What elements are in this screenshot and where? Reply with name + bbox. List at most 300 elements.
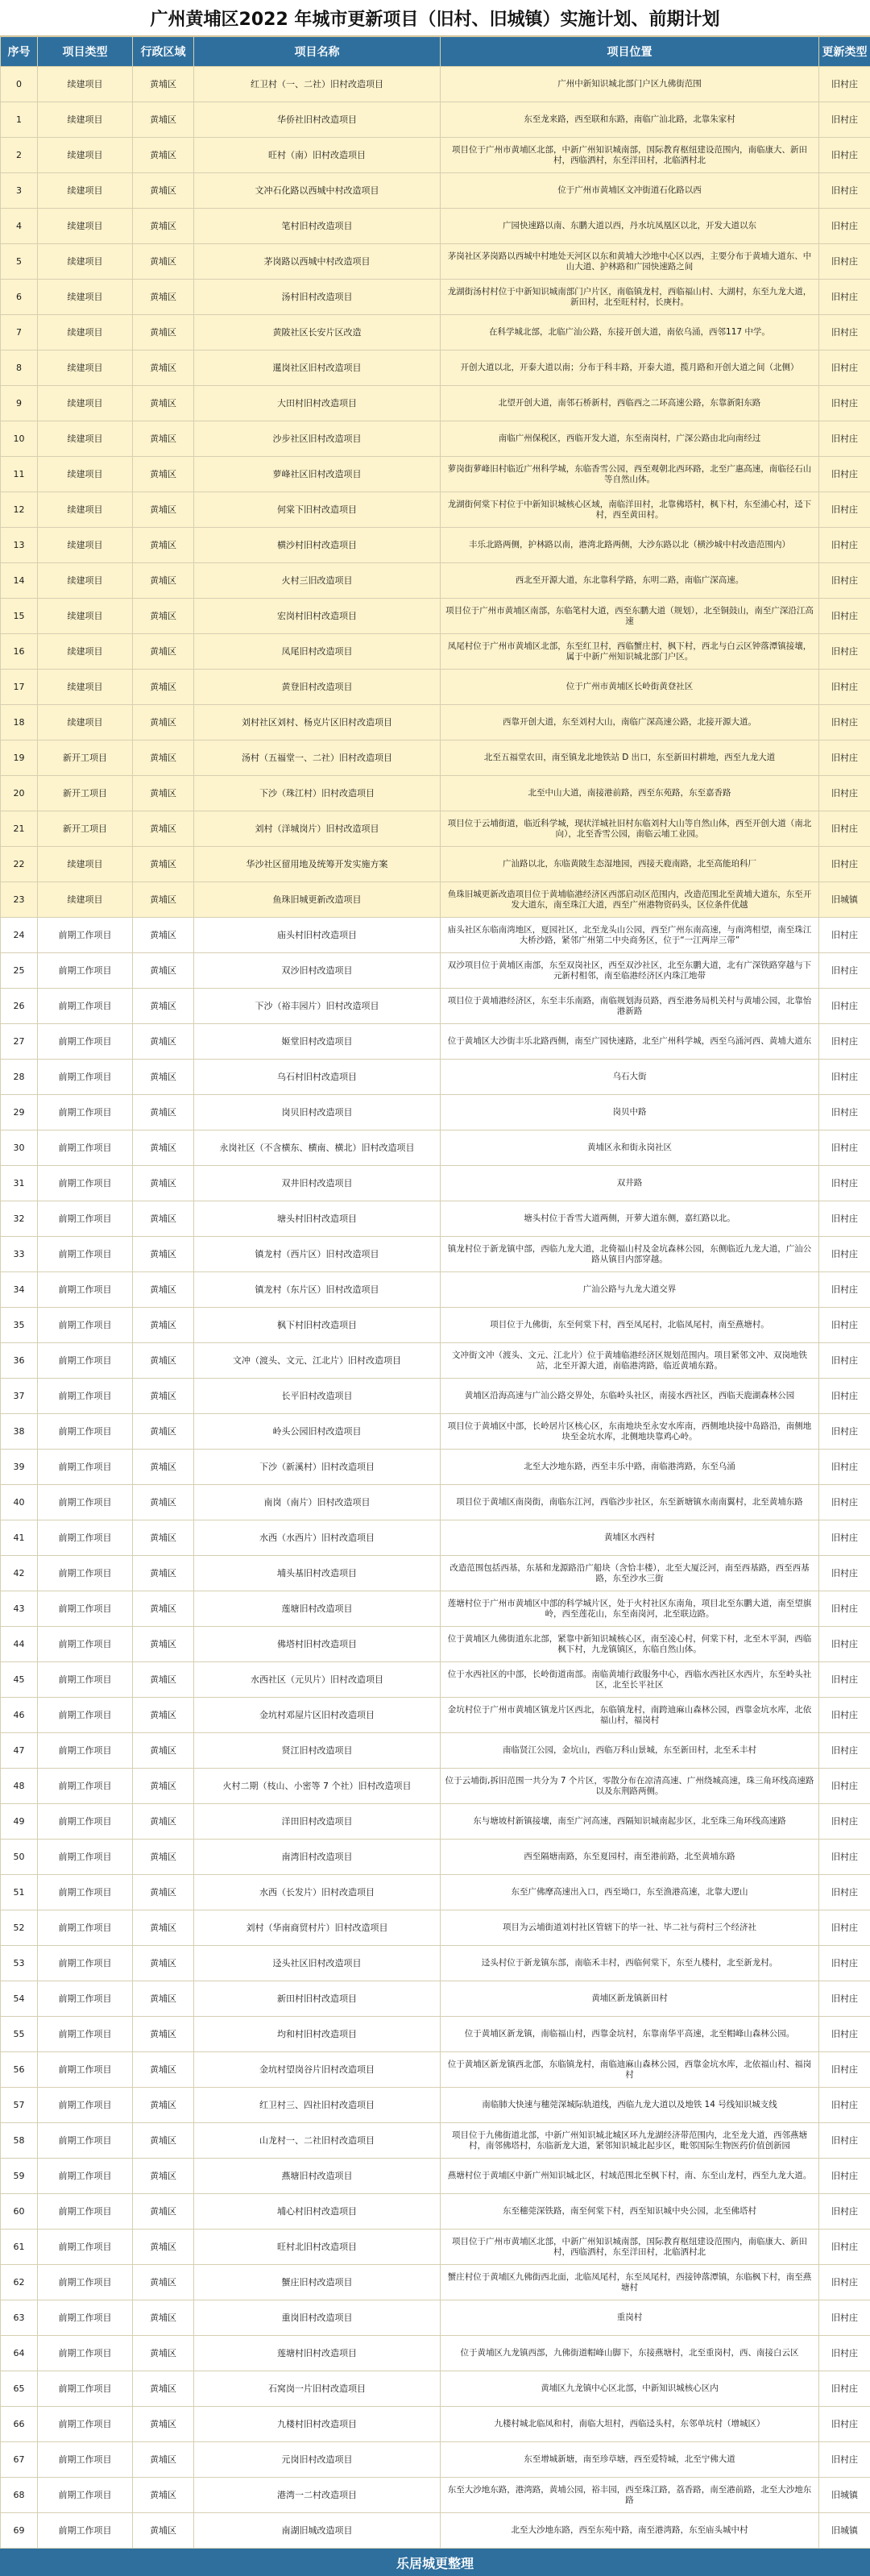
cell-location: 项目位于九佛街，东至何棠下村，西至凤尾村，北临凤尾村，南至燕塘村。 [441, 1308, 819, 1343]
cell-district: 黄埔区 [133, 244, 194, 280]
table-body [1, 67, 870, 2549]
cell-type: 前期工作项目 [38, 1520, 133, 1556]
cell-no: 25 [1, 953, 38, 989]
cell-location: 重岗村 [441, 2300, 819, 2336]
cell-category: 旧村庄 [819, 351, 870, 386]
cell-district: 黄埔区 [133, 740, 194, 776]
cell-type: 前期工作项目 [38, 1024, 133, 1060]
cell-type: 新开工项目 [38, 811, 133, 847]
cell-no: 30 [1, 1130, 38, 1166]
cell-no: 50 [1, 1840, 38, 1875]
cell-type: 前期工作项目 [38, 1237, 133, 1272]
cell-type: 前期工作项目 [38, 1095, 133, 1130]
cell-type: 前期工作项目 [38, 1272, 133, 1308]
cell-type: 前期工作项目 [38, 2017, 133, 2052]
table-row [1, 1875, 870, 1910]
cell-type: 续建项目 [38, 315, 133, 351]
cell-location: 岗贝中路 [441, 1095, 819, 1130]
cell-district: 黄埔区 [133, 1450, 194, 1485]
cell-no: 48 [1, 1769, 38, 1804]
cell-name: 汤村旧村改造项目 [194, 280, 441, 315]
cell-location: 茅岗社区茅岗路以西城中村地处天河区以东和黄埔大沙地中心区以西，主要分布于黄埔大道东、中山大道、护林路和广园快速路之间 [441, 244, 819, 280]
cell-location: 南临贤江公园，金坑山，西临万科山景城，东至新田村，北至禾丰村 [441, 1733, 819, 1769]
cell-location: 广汕路以北，东临黄陂生态湿地园，西接天鹿南路，北至高能珀科厂 [441, 847, 819, 882]
table-row [1, 351, 870, 386]
cell-category: 旧村庄 [819, 599, 870, 634]
cell-location: 项目位于广州市黄埔区北部，中新广州知识城南部，国际教育枢纽建设范围内，南临康大、新田村，西临洒村，东至洋田村，北临洒村北 [441, 138, 819, 173]
table-row [1, 492, 870, 528]
table-row [1, 811, 870, 847]
cell-location: 位于广州市黄埔区长岭街黄登社区 [441, 670, 819, 705]
cell-district: 黄埔区 [133, 2052, 194, 2088]
cell-location: 西靠开创大道，东至刘村大山，南临广深高速公路，北接开源大道。 [441, 705, 819, 740]
table-row [1, 1272, 870, 1308]
document-title: 广州黄埔区2022 年城市更新项目（旧村、旧城镇）实施计划、前期计划 [0, 0, 870, 36]
cell-type: 前期工作项目 [38, 1840, 133, 1875]
cell-district: 黄埔区 [133, 1024, 194, 1060]
cell-category: 旧村庄 [819, 2159, 870, 2194]
cell-name: 何棠下旧村改造项目 [194, 492, 441, 528]
cell-location: 广州中新知识城北部门户区九佛街范围 [441, 67, 819, 102]
cell-district: 黄埔区 [133, 1166, 194, 1201]
table-row [1, 386, 870, 421]
cell-no: 18 [1, 705, 38, 740]
table-row [1, 67, 870, 102]
cell-name: 红卫村（一、二社）旧村改造项目 [194, 67, 441, 102]
cell-district: 黄埔区 [133, 1946, 194, 1981]
cell-location: 项目位于黄埔区南岗街，南临东江河，西临沙步社区，东至新塘镇水南南翼村，北至黄埔东路 [441, 1485, 819, 1520]
cell-type: 前期工作项目 [38, 1769, 133, 1804]
cell-district: 黄埔区 [133, 2478, 194, 2513]
cell-type: 前期工作项目 [38, 1733, 133, 1769]
cell-name: 长平旧村改造项目 [194, 1379, 441, 1414]
cell-category: 旧村庄 [819, 2052, 870, 2088]
cell-type: 前期工作项目 [38, 1946, 133, 1981]
cell-name: 埔头基旧村改造项目 [194, 1556, 441, 1591]
cell-no: 44 [1, 1627, 38, 1662]
cell-category: 旧村庄 [819, 1272, 870, 1308]
cell-category: 旧村庄 [819, 1556, 870, 1591]
cell-location: 位于黄埔区新龙镇，南临福山村，西靠金坑村，东靠南华平高速，北至帽峰山森林公园。 [441, 2017, 819, 2052]
cell-location: 金坑村位于广州市黄埔区镇龙片区西北，东临镇龙村，南跨迪麻山森林公园，西靠金坑水库，北依福山村，福岗村 [441, 1698, 819, 1733]
table-row [1, 2336, 870, 2371]
table-row [1, 670, 870, 705]
cell-name: 镇龙村（西片区）旧村改造项目 [194, 1237, 441, 1272]
cell-category: 旧村庄 [819, 2123, 870, 2159]
cell-name: 岗贝旧村改造项目 [194, 1095, 441, 1130]
cell-location: 位于黄埔区九龙镇西部，九佛街道帽峰山脚下，东接燕塘村，北至重岗村，西、南接白云区 [441, 2336, 819, 2371]
cell-district: 黄埔区 [133, 2371, 194, 2407]
cell-location: 文冲街文冲（渡头、文元、江北片）位于黄埔临港经济区规划范围内。项目紧邻文冲、双岗地铁站，北至开源大道，南临港湾路，临近黄埔东路。 [441, 1343, 819, 1379]
cell-no: 65 [1, 2371, 38, 2407]
cell-category: 旧村庄 [819, 386, 870, 421]
cell-type: 续建项目 [38, 386, 133, 421]
cell-type: 新开工项目 [38, 776, 133, 811]
cell-location: 在科学城北部，北临广汕公路，东接开创大道，南依乌涌，西邻117 中学。 [441, 315, 819, 351]
cell-name: 文冲（渡头、文元、江北片）旧村改造项目 [194, 1343, 441, 1379]
cell-no: 0 [1, 67, 38, 102]
cell-category: 旧村庄 [819, 1095, 870, 1130]
cell-name: 下沙（裕丰园片）旧村改造项目 [194, 989, 441, 1024]
cell-location: 广园快速路以南、东鹏大道以西，丹水坑凤凰区以北，开发大道以东 [441, 209, 819, 244]
header-no: 序号 [1, 37, 38, 67]
cell-name: 港湾一二村改造项目 [194, 2478, 441, 2513]
cell-name: 九楼村旧村改造项目 [194, 2407, 441, 2442]
cell-district: 黄埔区 [133, 1343, 194, 1379]
table-row [1, 705, 870, 740]
cell-category: 旧村庄 [819, 705, 870, 740]
table-row [1, 2265, 870, 2300]
cell-category: 旧村庄 [819, 1414, 870, 1450]
cell-location: 龙湖街汤村村位于中新知识城南部门户片区，南临镇龙村，西临福山村、大湖村，东至九龙大道，新田村，北至旺村村，长庚村。 [441, 280, 819, 315]
table-row [1, 1343, 870, 1379]
cell-no: 13 [1, 528, 38, 563]
cell-district: 黄埔区 [133, 2513, 194, 2549]
cell-category: 旧村庄 [819, 740, 870, 776]
cell-location: 北望开创大道，南邻石桥新村，西临西之二环高速公路，东靠新阳东路 [441, 386, 819, 421]
cell-location: 位于黄埔区九佛街道东北部，紧靠中新知识城核心区，南至凌心村，何棠下村，北至木平洞，西临枫下村，九龙镇镇区，东临自然山体。 [441, 1627, 819, 1662]
cell-type: 前期工作项目 [38, 1591, 133, 1627]
cell-location: 广汕公路与九龙大道交界 [441, 1272, 819, 1308]
cell-location: 改造范围包括西基，东基和龙源路沿广船块（含恰丰楼），北至大厦泛河，南至西基路，西至西基路，东至沙水三街 [441, 1556, 819, 1591]
cell-location: 北至大沙地东路，西至丰乐中路，南临港湾路，东至乌涌 [441, 1450, 819, 1485]
cell-category: 旧村庄 [819, 953, 870, 989]
cell-type: 前期工作项目 [38, 2371, 133, 2407]
cell-no: 28 [1, 1060, 38, 1095]
cell-name: 永岗社区（不含横东、横南、横北）旧村改造项目 [194, 1130, 441, 1166]
cell-name: 火村二期（枝山、小密等 7 个社）旧村改造项目 [194, 1769, 441, 1804]
cell-type: 前期工作项目 [38, 2194, 133, 2230]
cell-no: 34 [1, 1272, 38, 1308]
cell-type: 前期工作项目 [38, 2513, 133, 2549]
cell-district: 黄埔区 [133, 2017, 194, 2052]
cell-location: 东至增城新塘，南至珍草塘，西至爱特城，北至宁佛大道 [441, 2442, 819, 2478]
table-row [1, 1910, 870, 1946]
table-row [1, 2159, 870, 2194]
table-row [1, 989, 870, 1024]
table-row [1, 1804, 870, 1840]
cell-no: 31 [1, 1166, 38, 1201]
table-row [1, 315, 870, 351]
cell-category: 旧村庄 [819, 1450, 870, 1485]
cell-no: 58 [1, 2123, 38, 2159]
cell-location: 开创大道以北，开泰大道以南；分布于科丰路，开泰大道，揽月路和开创大道之间（北侧） [441, 351, 819, 386]
cell-type: 前期工作项目 [38, 2230, 133, 2265]
cell-district: 黄埔区 [133, 351, 194, 386]
cell-name: 燕塘旧村改造项目 [194, 2159, 441, 2194]
cell-district: 黄埔区 [133, 315, 194, 351]
cell-no: 52 [1, 1910, 38, 1946]
cell-type: 前期工作项目 [38, 1060, 133, 1095]
cell-location: 九楼村城北临凤和村，南临大坦村，西临迳头村，东邻单坑村（增城区） [441, 2407, 819, 2442]
table-row [1, 173, 870, 209]
cell-location: 东与塘坡村新镇接壤，南至广河高速，西隔知识城南起步区，北至珠三角环线高速路 [441, 1804, 819, 1840]
cell-no: 57 [1, 2088, 38, 2123]
cell-location: 项目位于广州市黄埔区南部，东临笔村大道，西至东鹏大道（规划），北至铜鼓山，南至广深沿江高速 [441, 599, 819, 634]
cell-district: 黄埔区 [133, 1379, 194, 1414]
cell-no: 41 [1, 1520, 38, 1556]
cell-category: 旧村庄 [819, 2017, 870, 2052]
cell-no: 33 [1, 1237, 38, 1272]
cell-name: 大田村旧村改造项目 [194, 386, 441, 421]
cell-no: 47 [1, 1733, 38, 1769]
cell-name: 文冲石化路以西城中村改造项目 [194, 173, 441, 209]
cell-district: 黄埔区 [133, 811, 194, 847]
cell-district: 黄埔区 [133, 1981, 194, 2017]
cell-category: 旧村庄 [819, 1627, 870, 1662]
cell-district: 黄埔区 [133, 2088, 194, 2123]
table-row [1, 2123, 870, 2159]
cell-location: 乌石大街 [441, 1060, 819, 1095]
table-row [1, 1733, 870, 1769]
cell-name: 刘村社区刘村、杨克片区旧村改造项目 [194, 705, 441, 740]
cell-location: 东至穗莞深铁路，南至何棠下村，西至知识城中央公园，北至佛塔村 [441, 2194, 819, 2230]
table-row [1, 1591, 870, 1627]
cell-no: 68 [1, 2478, 38, 2513]
cell-district: 黄埔区 [133, 528, 194, 563]
table-row [1, 1237, 870, 1272]
cell-category: 旧村庄 [819, 209, 870, 244]
cell-no: 19 [1, 740, 38, 776]
cell-name: 茅岗路以西城中村改造项目 [194, 244, 441, 280]
cell-category: 旧村庄 [819, 67, 870, 102]
cell-location: 黄埔区九龙镇中心区北部，中新知识城核心区内 [441, 2371, 819, 2407]
cell-category: 旧村庄 [819, 918, 870, 953]
cell-district: 黄埔区 [133, 634, 194, 670]
cell-name: 南岗（南片）旧村改造项目 [194, 1485, 441, 1520]
cell-name: 黄陂社区长安片区改造 [194, 315, 441, 351]
header-type: 项目类型 [38, 37, 133, 67]
cell-name: 乌石村旧村改造项目 [194, 1060, 441, 1095]
table-row [1, 634, 870, 670]
cell-type: 前期工作项目 [38, 2088, 133, 2123]
cell-district: 黄埔区 [133, 1485, 194, 1520]
cell-name: 红卫村三、四社旧村改造项目 [194, 2088, 441, 2123]
table-row [1, 1840, 870, 1875]
cell-category: 旧村庄 [819, 2407, 870, 2442]
table-row [1, 1024, 870, 1060]
cell-name: 凤尾旧村改造项目 [194, 634, 441, 670]
cell-type: 续建项目 [38, 563, 133, 599]
header-location: 项目位置 [441, 37, 819, 67]
cell-type: 续建项目 [38, 351, 133, 386]
cell-name: 火村三旧改造项目 [194, 563, 441, 599]
cell-category: 旧村庄 [819, 528, 870, 563]
cell-no: 49 [1, 1804, 38, 1840]
cell-district: 黄埔区 [133, 173, 194, 209]
cell-no: 36 [1, 1343, 38, 1379]
cell-category: 旧村庄 [819, 1769, 870, 1804]
cell-name: 镇龙村（东片区）旧村改造项目 [194, 1272, 441, 1308]
cell-type: 续建项目 [38, 457, 133, 492]
cell-name: 贤江旧村改造项目 [194, 1733, 441, 1769]
cell-district: 黄埔区 [133, 1804, 194, 1840]
cell-category: 旧村庄 [819, 1060, 870, 1095]
cell-name: 旺村北旧村改造项目 [194, 2230, 441, 2265]
cell-type: 续建项目 [38, 634, 133, 670]
cell-name: 重岗旧村改造项目 [194, 2300, 441, 2336]
cell-location: 北至大沙地东路，西至东苑中路，南至港湾路，东至庙头城中村 [441, 2513, 819, 2549]
table-row [1, 280, 870, 315]
cell-district: 黄埔区 [133, 209, 194, 244]
cell-category: 旧村庄 [819, 1946, 870, 1981]
cell-category: 旧村庄 [819, 1662, 870, 1698]
cell-district: 黄埔区 [133, 2442, 194, 2478]
cell-name: 水西社区（元贝片）旧村改造项目 [194, 1662, 441, 1698]
cell-no: 55 [1, 2017, 38, 2052]
cell-no: 53 [1, 1946, 38, 1981]
cell-name: 笔村旧村改造项目 [194, 209, 441, 244]
cell-district: 黄埔区 [133, 2159, 194, 2194]
cell-no: 62 [1, 2265, 38, 2300]
cell-no: 61 [1, 2230, 38, 2265]
cell-type: 续建项目 [38, 528, 133, 563]
cell-location: 丰乐北路两侧，护林路以南，港湾北路两侧，大沙东路以北（横沙城中村改造范围内） [441, 528, 819, 563]
table-row [1, 740, 870, 776]
cell-no: 5 [1, 244, 38, 280]
cell-location: 项目为云埔街道刘村社区管辖下的毕一社、毕二社与荷村三个经济社 [441, 1910, 819, 1946]
cell-district: 黄埔区 [133, 1698, 194, 1733]
cell-category: 旧村庄 [819, 1166, 870, 1201]
cell-district: 黄埔区 [133, 1237, 194, 1272]
cell-district: 黄埔区 [133, 1130, 194, 1166]
cell-category: 旧村庄 [819, 563, 870, 599]
cell-no: 8 [1, 351, 38, 386]
cell-type: 前期工作项目 [38, 1556, 133, 1591]
table-row [1, 2478, 870, 2513]
cell-location: 双井路 [441, 1166, 819, 1201]
table-row [1, 2194, 870, 2230]
cell-no: 66 [1, 2407, 38, 2442]
cell-type: 续建项目 [38, 173, 133, 209]
cell-no: 51 [1, 1875, 38, 1910]
table-row [1, 2088, 870, 2123]
cell-no: 7 [1, 315, 38, 351]
cell-location: 东至广佛摩高速出入口，西至坳口，东至渔港高速，北靠大逻山 [441, 1875, 819, 1910]
cell-location: 项目位于黄埔区中部，长岭居片区核心区，东南地块至永安水库南，西侧地块接中岛路沿，南侧地块至金坑水库，北侧地块靠鸡心岭。 [441, 1414, 819, 1450]
cell-location: 项目位于九佛街道北部，中新广州知识城北城区环九龙湖经济带范围内，北至龙大道，西邻燕塘村，南邻佛塔村，东临新龙大道，紧邻知识城北起步区，毗邻国际生物医药价值创新园 [441, 2123, 819, 2159]
cell-category: 旧村庄 [819, 102, 870, 138]
cell-name: 横沙村旧村改造项目 [194, 528, 441, 563]
cell-location: 东至龙来路，西至联和东路，南临广汕北路，北靠朱家村 [441, 102, 819, 138]
table-row [1, 1769, 870, 1804]
table-row [1, 421, 870, 457]
cell-name: 萝峰社区旧村改造项目 [194, 457, 441, 492]
cell-no: 10 [1, 421, 38, 457]
cell-type: 续建项目 [38, 102, 133, 138]
cell-district: 黄埔区 [133, 2194, 194, 2230]
cell-no: 64 [1, 2336, 38, 2371]
cell-category: 旧村庄 [819, 1237, 870, 1272]
cell-category: 旧村庄 [819, 1981, 870, 2017]
cell-no: 20 [1, 776, 38, 811]
cell-no: 14 [1, 563, 38, 599]
cell-name: 下沙（珠江村）旧村改造项目 [194, 776, 441, 811]
table-row [1, 209, 870, 244]
cell-no: 22 [1, 847, 38, 882]
cell-district: 黄埔区 [133, 847, 194, 882]
cell-category: 旧村庄 [819, 2194, 870, 2230]
cell-name: 蟹庄旧村改造项目 [194, 2265, 441, 2300]
cell-no: 69 [1, 2513, 38, 2549]
cell-location: 黄埔区水西村 [441, 1520, 819, 1556]
cell-type: 前期工作项目 [38, 1875, 133, 1910]
cell-type: 前期工作项目 [38, 1627, 133, 1662]
cell-location: 位于黄埔区大沙街丰乐北路西侧，南至广园快速路，北至广州科学城，西至乌涌河西、黄埔大道东 [441, 1024, 819, 1060]
cell-district: 黄埔区 [133, 1733, 194, 1769]
table-row [1, 847, 870, 882]
cell-type: 续建项目 [38, 421, 133, 457]
cell-type: 前期工作项目 [38, 2052, 133, 2088]
cell-location: 莲塘村位于广州市黄埔区中部的科学城片区，处于火村社区东南角，项目北至东鹏大道，南至望旗岭，西至莲花山，东至南岗河，北至联边路。 [441, 1591, 819, 1627]
cell-category: 旧村庄 [819, 1591, 870, 1627]
cell-district: 黄埔区 [133, 989, 194, 1024]
cell-category: 旧村庄 [819, 811, 870, 847]
cell-type: 续建项目 [38, 847, 133, 882]
table-row [1, 2407, 870, 2442]
cell-category: 旧村庄 [819, 1804, 870, 1840]
cell-type: 前期工作项目 [38, 1698, 133, 1733]
cell-district: 黄埔区 [133, 1627, 194, 1662]
cell-type: 续建项目 [38, 492, 133, 528]
cell-no: 21 [1, 811, 38, 847]
cell-no: 29 [1, 1095, 38, 1130]
table-row [1, 138, 870, 173]
cell-category: 旧村庄 [819, 2371, 870, 2407]
cell-category: 旧村庄 [819, 634, 870, 670]
cell-no: 15 [1, 599, 38, 634]
cell-district: 黄埔区 [133, 280, 194, 315]
table-row [1, 2017, 870, 2052]
cell-name: 莲塘旧村改造项目 [194, 1591, 441, 1627]
cell-location: 迳头村位于新龙镇东部，南临禾丰村，西临何棠下，东至九楼村，北至新龙村。 [441, 1946, 819, 1981]
cell-district: 黄埔区 [133, 563, 194, 599]
cell-district: 黄埔区 [133, 1095, 194, 1130]
table-row [1, 1698, 870, 1733]
table-row [1, 1946, 870, 1981]
cell-location: 鱼珠旧城更新改造项目位于黄埔临港经济区西部启动区范围内，改造范围北至黄埔大道东，东至开发大道东，南至珠江大道，西至广州港物资码头，区位条件优越 [441, 882, 819, 918]
cell-type: 前期工作项目 [38, 2123, 133, 2159]
cell-district: 黄埔区 [133, 102, 194, 138]
table-row [1, 457, 870, 492]
cell-name: 双井旧村改造项目 [194, 1166, 441, 1201]
cell-no: 4 [1, 209, 38, 244]
cell-no: 32 [1, 1201, 38, 1237]
cell-name: 黄登旧村改造项目 [194, 670, 441, 705]
cell-type: 前期工作项目 [38, 1804, 133, 1840]
cell-district: 黄埔区 [133, 1769, 194, 1804]
table-row [1, 102, 870, 138]
table-row [1, 1308, 870, 1343]
cell-location: 萝岗街萝峰旧村临近广州科学城，东临香雪公园，西至观朝北西环路，北至广惠高速，南临径石山等自然山体。 [441, 457, 819, 492]
cell-type: 续建项目 [38, 599, 133, 634]
cell-no: 27 [1, 1024, 38, 1060]
cell-name: 元岗旧村改造项目 [194, 2442, 441, 2478]
table-row [1, 1060, 870, 1095]
cell-district: 黄埔区 [133, 2265, 194, 2300]
cell-category: 旧城镇 [819, 2478, 870, 2513]
cell-location: 燕塘村位于黄埔区中新广州知识城北区，村域范围北至枫下村，南、东至山龙村，西至九龙大道。 [441, 2159, 819, 2194]
cell-type: 续建项目 [38, 882, 133, 918]
cell-name: 旺村（南）旧村改造项目 [194, 138, 441, 173]
cell-no: 60 [1, 2194, 38, 2230]
cell-name: 新田村旧村改造项目 [194, 1981, 441, 2017]
cell-category: 旧村庄 [819, 2265, 870, 2300]
cell-district: 黄埔区 [133, 882, 194, 918]
cell-no: 37 [1, 1379, 38, 1414]
cell-no: 9 [1, 386, 38, 421]
cell-name: 华沙社区留用地及统筹开发实施方案 [194, 847, 441, 882]
